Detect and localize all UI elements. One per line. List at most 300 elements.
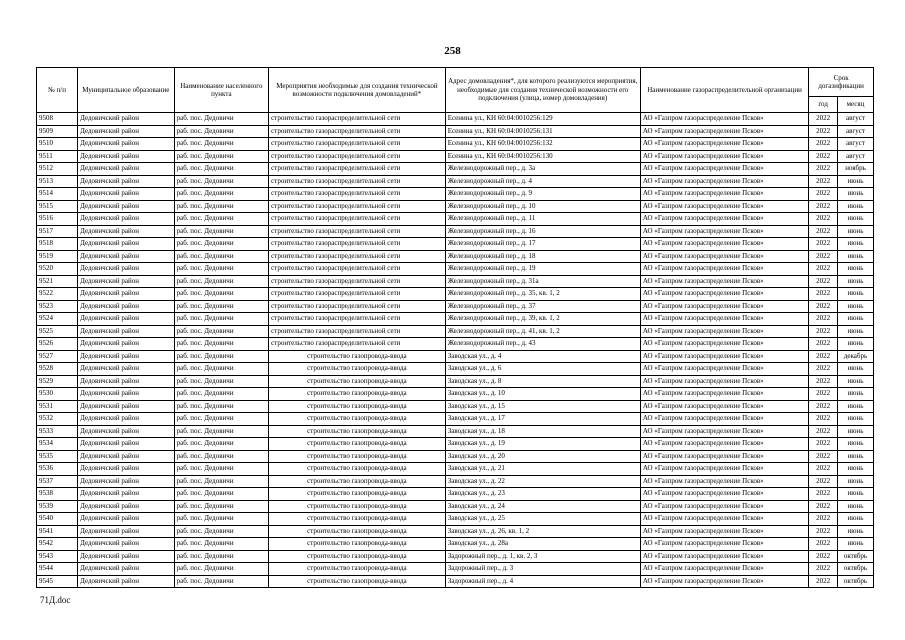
organization-cell: АО «Газпром газораспределение Псков» <box>640 450 808 463</box>
year-cell: 2022 <box>809 263 838 276</box>
month-cell: июнь <box>838 250 874 263</box>
month-cell: июнь <box>838 463 874 476</box>
address-cell: Заводская ул., д. 24 <box>445 500 640 513</box>
municipality-cell: Дедовичский район <box>78 488 175 501</box>
address-cell: Железнодорожный пер., д. 43 <box>445 338 640 351</box>
municipality-cell: Дедовичский район <box>78 125 175 138</box>
table-body <box>37 113 874 588</box>
row-number-cell: 9530 <box>37 388 78 401</box>
measure-cell: строительство газораспределительной сети <box>269 263 446 276</box>
month-cell: июнь <box>838 313 874 326</box>
address-cell: Есенина ул., КН 60:04:0010256:129 <box>445 113 640 126</box>
year-cell: 2022 <box>809 225 838 238</box>
measure-cell: строительство газопровода-ввода <box>269 438 446 451</box>
month-cell: июнь <box>838 438 874 451</box>
year-cell: 2022 <box>809 513 838 526</box>
address-cell: Есенина ул., КН 60:04:0010256:132 <box>445 138 640 151</box>
row-number-cell: 9515 <box>37 200 78 213</box>
month-cell: июнь <box>838 225 874 238</box>
measure-cell: строительство газопровода-ввода <box>269 363 446 376</box>
month-cell: июнь <box>838 500 874 513</box>
organization-cell: АО «Газпром газораспределение Псков» <box>640 175 808 188</box>
address-cell: Есенина ул., КН 60:04:0010256:131 <box>445 125 640 138</box>
settlement-cell: раб. пос. Дедовичи <box>174 375 268 388</box>
municipality-cell: Дедовичский район <box>78 213 175 226</box>
row-number-cell: 9516 <box>37 213 78 226</box>
month-cell: июнь <box>838 538 874 551</box>
row-number-cell: 9521 <box>37 275 78 288</box>
measure-cell: строительство газораспределительной сети <box>269 175 446 188</box>
address-cell: Задорожный пер., д. 4 <box>445 575 640 588</box>
year-cell: 2022 <box>809 175 838 188</box>
settlement-cell: раб. пос. Дедовичи <box>174 550 268 563</box>
address-cell: Железнодорожный пер., д. 11 <box>445 213 640 226</box>
organization-cell: АО «Газпром газораспределение Псков» <box>640 563 808 576</box>
row-number-cell: 9535 <box>37 450 78 463</box>
measure-cell: строительство газопровода-ввода <box>269 350 446 363</box>
address-cell: Заводская ул., д. 23 <box>445 488 640 501</box>
year-cell: 2022 <box>809 125 838 138</box>
measure-cell: строительство газопровода-ввода <box>269 488 446 501</box>
address-cell: Задорожный пер., д. 1, кв. 2, 3 <box>445 550 640 563</box>
month-cell: декабрь <box>838 350 874 363</box>
header-measures: Мероприятия необходимые для создания технической возможности подключения домовладений* <box>269 68 446 113</box>
month-cell: август <box>838 150 874 163</box>
municipality-cell: Дедовичский район <box>78 313 175 326</box>
row-number-cell: 9534 <box>37 438 78 451</box>
row-number-cell: 9540 <box>37 513 78 526</box>
settlement-cell: раб. пос. Дедовичи <box>174 488 268 501</box>
year-cell: 2022 <box>809 338 838 351</box>
row-number-cell: 9538 <box>37 488 78 501</box>
measure-cell: строительство газопровода-ввода <box>269 413 446 426</box>
month-cell: август <box>838 125 874 138</box>
header-month: месяц <box>838 97 874 113</box>
month-cell: июнь <box>838 300 874 313</box>
organization-cell: АО «Газпром газораспределение Псков» <box>640 238 808 251</box>
address-cell: Заводская ул., д. 21 <box>445 463 640 476</box>
settlement-cell: раб. пос. Дедовичи <box>174 113 268 126</box>
month-cell: июнь <box>838 200 874 213</box>
address-cell: Заводская ул., д. 26, кв. 1, 2 <box>445 525 640 538</box>
year-cell: 2022 <box>809 138 838 151</box>
municipality-cell: Дедовичский район <box>78 338 175 351</box>
municipality-cell: Дедовичский район <box>78 325 175 338</box>
table-row <box>37 450 874 463</box>
measure-cell: строительство газораспределительной сети <box>269 225 446 238</box>
organization-cell: АО «Газпром газораспределение Псков» <box>640 275 808 288</box>
year-cell: 2022 <box>809 288 838 301</box>
municipality-cell: Дедовичский район <box>78 563 175 576</box>
table-row <box>37 238 874 251</box>
measure-cell: строительство газопровода-ввода <box>269 425 446 438</box>
address-cell: Заводская ул., д. 18 <box>445 425 640 438</box>
year-cell: 2022 <box>809 438 838 451</box>
year-cell: 2022 <box>809 363 838 376</box>
month-cell: ноябрь <box>838 163 874 176</box>
measure-cell: строительство газораспределительной сети <box>269 188 446 201</box>
year-cell: 2022 <box>809 163 838 176</box>
municipality-cell: Дедовичский район <box>78 350 175 363</box>
table-row <box>37 200 874 213</box>
year-cell: 2022 <box>809 463 838 476</box>
row-number-cell: 9511 <box>37 150 78 163</box>
table-row <box>37 225 874 238</box>
month-cell: июнь <box>838 513 874 526</box>
row-number-cell: 9509 <box>37 125 78 138</box>
gasification-table <box>36 67 874 588</box>
year-cell: 2022 <box>809 400 838 413</box>
row-number-cell: 9529 <box>37 375 78 388</box>
address-cell: Заводская ул., д. 20 <box>445 450 640 463</box>
row-number-cell: 9537 <box>37 475 78 488</box>
municipality-cell: Дедовичский район <box>78 200 175 213</box>
organization-cell: АО «Газпром газораспределение Псков» <box>640 150 808 163</box>
table-row <box>37 388 874 401</box>
organization-cell: АО «Газпром газораспределение Псков» <box>640 438 808 451</box>
address-cell: Железнодорожный пер., д. 10 <box>445 200 640 213</box>
organization-cell: АО «Газпром газораспределение Псков» <box>640 263 808 276</box>
settlement-cell: раб. пос. Дедовичи <box>174 350 268 363</box>
address-cell: Заводская ул., д. 15 <box>445 400 640 413</box>
measure-cell: строительство газопровода-ввода <box>269 388 446 401</box>
year-cell: 2022 <box>809 350 838 363</box>
table-row <box>37 550 874 563</box>
year-cell: 2022 <box>809 313 838 326</box>
settlement-cell: раб. пос. Дедовичи <box>174 250 268 263</box>
settlement-cell: раб. пос. Дедовичи <box>174 400 268 413</box>
measure-cell: строительство газораспределительной сети <box>269 138 446 151</box>
settlement-cell: раб. пос. Дедовичи <box>174 338 268 351</box>
table-row <box>37 263 874 276</box>
row-number-cell: 9513 <box>37 175 78 188</box>
address-cell: Заводская ул., д. 25 <box>445 513 640 526</box>
organization-cell: АО «Газпром газораспределение Псков» <box>640 163 808 176</box>
table-row <box>37 188 874 201</box>
organization-cell: АО «Газпром газораспределение Псков» <box>640 138 808 151</box>
table-row <box>37 250 874 263</box>
table-row <box>37 488 874 501</box>
municipality-cell: Дедовичский район <box>78 575 175 588</box>
measure-cell: строительство газораспределительной сети <box>269 338 446 351</box>
month-cell: июнь <box>838 263 874 276</box>
settlement-cell: раб. пос. Дедовичи <box>174 225 268 238</box>
year-cell: 2022 <box>809 213 838 226</box>
municipality-cell: Дедовичский район <box>78 150 175 163</box>
month-cell: июнь <box>838 413 874 426</box>
table-row <box>37 375 874 388</box>
month-cell: июнь <box>838 238 874 251</box>
measure-cell: строительство газопровода-ввода <box>269 563 446 576</box>
table-row <box>37 125 874 138</box>
address-cell: Заводская ул., д. 6 <box>445 363 640 376</box>
address-cell: Железнодорожный пер., д. 17 <box>445 238 640 251</box>
settlement-cell: раб. пос. Дедовичи <box>174 275 268 288</box>
settlement-cell: раб. пос. Дедовичи <box>174 363 268 376</box>
measure-cell: строительство газораспределительной сети <box>269 238 446 251</box>
settlement-cell: раб. пос. Дедовичи <box>174 438 268 451</box>
month-cell: июнь <box>838 288 874 301</box>
row-number-cell: 9526 <box>37 338 78 351</box>
organization-cell: АО «Газпром газораспределение Псков» <box>640 225 808 238</box>
municipality-cell: Дедовичский район <box>78 550 175 563</box>
municipality-cell: Дедовичский район <box>78 225 175 238</box>
settlement-cell: раб. пос. Дедовичи <box>174 463 268 476</box>
settlement-cell: раб. пос. Дедовичи <box>174 288 268 301</box>
year-cell: 2022 <box>809 388 838 401</box>
organization-cell: АО «Газпром газораспределение Псков» <box>640 250 808 263</box>
address-cell: Есенина ул., КН 60:04:0010256:130 <box>445 150 640 163</box>
row-number-cell: 9544 <box>37 563 78 576</box>
row-number-cell: 9541 <box>37 525 78 538</box>
year-cell: 2022 <box>809 238 838 251</box>
month-cell: октябрь <box>838 575 874 588</box>
month-cell: июнь <box>838 450 874 463</box>
header-year: год <box>809 97 838 113</box>
municipality-cell: Дедовичский район <box>78 538 175 551</box>
row-number-cell: 9510 <box>37 138 78 151</box>
year-cell: 2022 <box>809 275 838 288</box>
month-cell: июнь <box>838 388 874 401</box>
settlement-cell: раб. пос. Дедовичи <box>174 125 268 138</box>
table-row <box>37 438 874 451</box>
organization-cell: АО «Газпром газораспределение Псков» <box>640 425 808 438</box>
organization-cell: АО «Газпром газораспределение Псков» <box>640 200 808 213</box>
month-cell: июнь <box>838 213 874 226</box>
year-cell: 2022 <box>809 525 838 538</box>
year-cell: 2022 <box>809 200 838 213</box>
settlement-cell: раб. пос. Дедовичи <box>174 450 268 463</box>
year-cell: 2022 <box>809 425 838 438</box>
month-cell: июнь <box>838 375 874 388</box>
organization-cell: АО «Газпром газораспределение Псков» <box>640 525 808 538</box>
year-cell: 2022 <box>809 250 838 263</box>
row-number-cell: 9545 <box>37 575 78 588</box>
month-cell: июнь <box>838 475 874 488</box>
row-number-cell: 9512 <box>37 163 78 176</box>
table-row <box>37 400 874 413</box>
table-row <box>37 513 874 526</box>
month-cell: июнь <box>838 363 874 376</box>
settlement-cell: раб. пос. Дедовичи <box>174 163 268 176</box>
row-number-cell: 9528 <box>37 363 78 376</box>
organization-cell: АО «Газпром газораспределение Псков» <box>640 363 808 376</box>
settlement-cell: раб. пос. Дедовичи <box>174 213 268 226</box>
settlement-cell: раб. пос. Дедовичи <box>174 325 268 338</box>
year-cell: 2022 <box>809 413 838 426</box>
table-row <box>37 338 874 351</box>
organization-cell: АО «Газпром газораспределение Псков» <box>640 375 808 388</box>
measure-cell: строительство газопровода-ввода <box>269 450 446 463</box>
municipality-cell: Дедовичский район <box>78 175 175 188</box>
municipality-cell: Дедовичский район <box>78 113 175 126</box>
settlement-cell: раб. пос. Дедовичи <box>174 313 268 326</box>
municipality-cell: Дедовичский район <box>78 388 175 401</box>
settlement-cell: раб. пос. Дедовичи <box>174 538 268 551</box>
measure-cell: строительство газораспределительной сети <box>269 300 446 313</box>
settlement-cell: раб. пос. Дедовичи <box>174 475 268 488</box>
year-cell: 2022 <box>809 563 838 576</box>
municipality-cell: Дедовичский район <box>78 250 175 263</box>
municipality-cell: Дедовичский район <box>78 513 175 526</box>
table-row <box>37 325 874 338</box>
table-row <box>37 425 874 438</box>
settlement-cell: раб. пос. Дедовичи <box>174 200 268 213</box>
address-cell: Заводская ул., д. 8 <box>445 375 640 388</box>
measure-cell: строительство газораспределительной сети <box>269 163 446 176</box>
settlement-cell: раб. пос. Дедовичи <box>174 150 268 163</box>
address-cell: Железнодорожный пер., д. 16 <box>445 225 640 238</box>
row-number-cell: 9536 <box>37 463 78 476</box>
organization-cell: АО «Газпром газораспределение Псков» <box>640 113 808 126</box>
address-cell: Железнодорожный пер., д. 3а <box>445 163 640 176</box>
row-number-cell: 9527 <box>37 350 78 363</box>
row-number-cell: 9524 <box>37 313 78 326</box>
settlement-cell: раб. пос. Дедовичи <box>174 575 268 588</box>
table-row <box>37 475 874 488</box>
organization-cell: АО «Газпром газораспределение Псков» <box>640 513 808 526</box>
measure-cell: строительство газораспределительной сети <box>269 275 446 288</box>
organization-cell: АО «Газпром газораспределение Псков» <box>640 325 808 338</box>
table-row <box>37 175 874 188</box>
organization-cell: АО «Газпром газораспределение Псков» <box>640 388 808 401</box>
settlement-cell: раб. пос. Дедовичи <box>174 300 268 313</box>
month-cell: июнь <box>838 425 874 438</box>
municipality-cell: Дедовичский район <box>78 400 175 413</box>
table-row <box>37 300 874 313</box>
row-number-cell: 9539 <box>37 500 78 513</box>
address-cell: Железнодорожный пер., д. 37 <box>445 300 640 313</box>
settlement-cell: раб. пос. Дедовичи <box>174 388 268 401</box>
organization-cell: АО «Газпром газораспределение Псков» <box>640 213 808 226</box>
address-cell: Заводская ул., д. 17 <box>445 413 640 426</box>
measure-cell: строительство газораспределительной сети <box>269 288 446 301</box>
municipality-cell: Дедовичский район <box>78 463 175 476</box>
organization-cell: АО «Газпром газораспределение Псков» <box>640 338 808 351</box>
month-cell: июнь <box>838 175 874 188</box>
organization-cell: АО «Газпром газораспределение Псков» <box>640 475 808 488</box>
month-cell: июнь <box>838 338 874 351</box>
municipality-cell: Дедовичский район <box>78 475 175 488</box>
month-cell: июнь <box>838 188 874 201</box>
organization-cell: АО «Газпром газораспределение Псков» <box>640 288 808 301</box>
settlement-cell: раб. пос. Дедовичи <box>174 188 268 201</box>
organization-cell: АО «Газпром газораспределение Псков» <box>640 413 808 426</box>
address-cell: Заводская ул., д. 28а <box>445 538 640 551</box>
settlement-cell: раб. пос. Дедовичи <box>174 413 268 426</box>
year-cell: 2022 <box>809 550 838 563</box>
row-number-cell: 9543 <box>37 550 78 563</box>
row-number-cell: 9520 <box>37 263 78 276</box>
measure-cell: строительство газораспределительной сети <box>269 313 446 326</box>
organization-cell: АО «Газпром газораспределение Псков» <box>640 125 808 138</box>
settlement-cell: раб. пос. Дедовичи <box>174 425 268 438</box>
measure-cell: строительство газопровода-ввода <box>269 475 446 488</box>
row-number-cell: 9522 <box>37 288 78 301</box>
organization-cell: АО «Газпром газораспределение Псков» <box>640 488 808 501</box>
organization-cell: АО «Газпром газораспределение Псков» <box>640 313 808 326</box>
year-cell: 2022 <box>809 150 838 163</box>
measure-cell: строительство газопровода-ввода <box>269 513 446 526</box>
municipality-cell: Дедовичский район <box>78 188 175 201</box>
municipality-cell: Дедовичский район <box>78 438 175 451</box>
row-number-cell: 9533 <box>37 425 78 438</box>
month-cell: июнь <box>838 488 874 501</box>
row-number-cell: 9523 <box>37 300 78 313</box>
table-row <box>37 500 874 513</box>
page-number: 258 <box>444 45 461 57</box>
address-cell: Заводская ул., д. 10 <box>445 388 640 401</box>
address-cell: Заводская ул., д. 4 <box>445 350 640 363</box>
settlement-cell: раб. пос. Дедовичи <box>174 513 268 526</box>
measure-cell: строительство газораспределительной сети <box>269 200 446 213</box>
address-cell: Задорожный пер., д. 3 <box>445 563 640 576</box>
table-row <box>37 163 874 176</box>
address-cell: Железнодорожный пер., д. 39, кв. 1, 2 <box>445 313 640 326</box>
address-cell: Заводская ул., д. 22 <box>445 475 640 488</box>
organization-cell: АО «Газпром газораспределение Псков» <box>640 500 808 513</box>
row-number-cell: 9508 <box>37 113 78 126</box>
settlement-cell: раб. пос. Дедовичи <box>174 500 268 513</box>
settlement-cell: раб. пос. Дедовичи <box>174 263 268 276</box>
header-municipality: Муниципальное образование <box>78 68 175 113</box>
year-cell: 2022 <box>809 538 838 551</box>
year-cell: 2022 <box>809 188 838 201</box>
measure-cell: строительство газораспределительной сети <box>269 113 446 126</box>
row-number-cell: 9519 <box>37 250 78 263</box>
header-organization: Наименование газораспределительной организации <box>640 68 808 113</box>
table-row <box>37 275 874 288</box>
header-settlement: Наименование населенного пункта <box>174 68 268 113</box>
measure-cell: строительство газопровода-ввода <box>269 550 446 563</box>
month-cell: октябрь <box>838 563 874 576</box>
measure-cell: строительство газопровода-ввода <box>269 375 446 388</box>
address-cell: Железнодорожный пер., д. 19 <box>445 263 640 276</box>
month-cell: август <box>838 113 874 126</box>
measure-cell: строительство газопровода-ввода <box>269 500 446 513</box>
table-row <box>37 413 874 426</box>
municipality-cell: Дедовичский район <box>78 275 175 288</box>
measure-cell: строительство газопровода-ввода <box>269 575 446 588</box>
municipality-cell: Дедовичский район <box>78 450 175 463</box>
municipality-cell: Дедовичский район <box>78 138 175 151</box>
measure-cell: строительство газораспределительной сети <box>269 125 446 138</box>
month-cell: июнь <box>838 325 874 338</box>
table-row <box>37 563 874 576</box>
municipality-cell: Дедовичский район <box>78 425 175 438</box>
organization-cell: АО «Газпром газораспределение Псков» <box>640 538 808 551</box>
municipality-cell: Дедовичский район <box>78 375 175 388</box>
year-cell: 2022 <box>809 500 838 513</box>
table-row <box>37 313 874 326</box>
year-cell: 2022 <box>809 113 838 126</box>
municipality-cell: Дедовичский район <box>78 238 175 251</box>
address-cell: Заводская ул., д. 19 <box>445 438 640 451</box>
row-number-cell: 9532 <box>37 413 78 426</box>
measure-cell: строительство газопровода-ввода <box>269 400 446 413</box>
settlement-cell: раб. пос. Дедовичи <box>174 175 268 188</box>
footer-filename: 71Д.doc <box>40 595 71 605</box>
organization-cell: АО «Газпром газораспределение Псков» <box>640 550 808 563</box>
year-cell: 2022 <box>809 575 838 588</box>
row-number-cell: 9514 <box>37 188 78 201</box>
row-number-cell: 9542 <box>37 538 78 551</box>
settlement-cell: раб. пос. Дедовичи <box>174 238 268 251</box>
row-number-cell: 9518 <box>37 238 78 251</box>
year-cell: 2022 <box>809 300 838 313</box>
organization-cell: АО «Газпром газораспределение Псков» <box>640 575 808 588</box>
year-cell: 2022 <box>809 375 838 388</box>
